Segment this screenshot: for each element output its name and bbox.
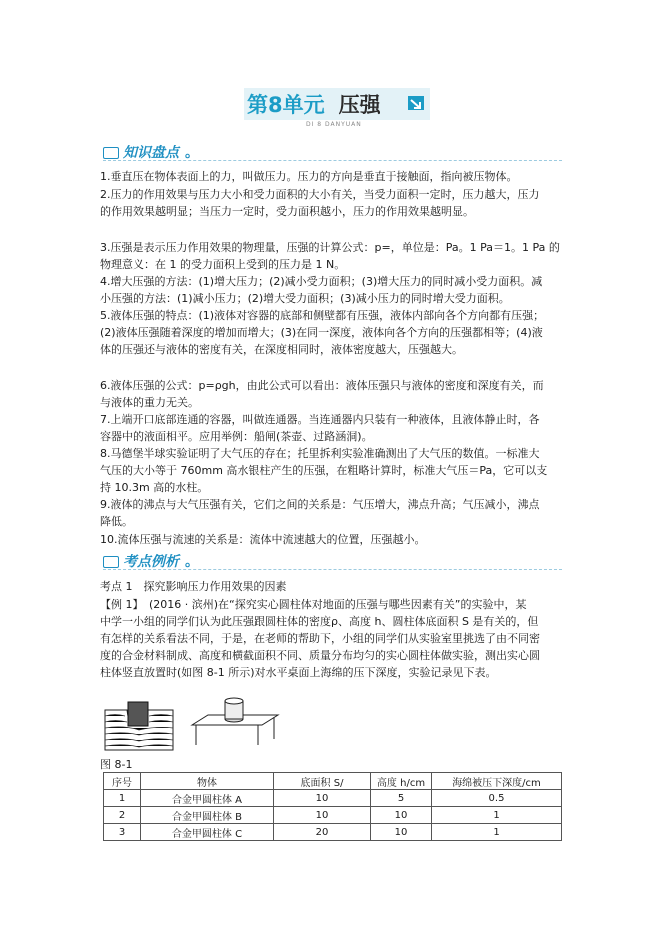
- table-header-cell: 物体: [141, 773, 274, 790]
- dot-icon: 。: [185, 554, 199, 570]
- table-header-row: [104, 773, 562, 790]
- knowledge-line: 体的压强还与液体的密度有关，在深度相同时，液体密度越大，压强越大。: [100, 343, 463, 356]
- knowledge-line: 降低。: [100, 515, 133, 528]
- dot-icon: 。: [185, 145, 199, 161]
- unit-pinyin: DI 8 DANYUAN: [306, 121, 362, 128]
- section-knowledge-heading: [103, 142, 199, 162]
- example-line: 柱体竖直放置时(如图 8-1 所示)对水平桌面上海绵的压下深度，实验记录见下表。: [100, 666, 497, 679]
- knowledge-line: 10.流体压强与流速的关系是：流体中流速越大的位置，压强越小。: [100, 533, 426, 546]
- example-line: 度的合金材料制成、高度和横截面积不同、质量分布均匀的实心圆柱体做实验，测出实心圆: [100, 649, 540, 662]
- table-cell: 合金甲圆柱体 A: [141, 790, 274, 807]
- kaodian-title: 考点 1 探究影响压力作用效果的因素: [100, 580, 287, 593]
- table-cell: 0.5: [432, 790, 562, 807]
- arrow-icon: [408, 96, 424, 110]
- knowledge-line: 与液体的重力无关。: [100, 396, 199, 409]
- data-table: [103, 772, 562, 841]
- table-cell: 10: [371, 824, 432, 841]
- table-row: [104, 790, 562, 807]
- knowledge-line: 8.马德堡半球实验证明了大气压的存在；托里拆利实验准确测出了大气压的数值。一标准大: [100, 447, 540, 460]
- knowledge-line: 2.压力的作用效果与压力大小和受力面积的大小有关，当受力面积一定时，压力越大，压力: [100, 188, 540, 201]
- section-examples-label: 考点例析: [123, 554, 179, 570]
- knowledge-line: 6.液体压强的公式：p=ρgh，由此公式可以看出：液体压强只与液体的密度和深度有关，而: [100, 379, 544, 392]
- book-icon: [103, 556, 119, 568]
- figure-caption: 图 8-1: [100, 758, 133, 771]
- section-examples-heading: [103, 551, 199, 571]
- table-header-cell: 海绵被压下深度/cm: [432, 773, 562, 790]
- knowledge-line: 容器中的液面相平。应用举例：船闸(茶壶、过路涵洞)。: [100, 430, 373, 443]
- divider: [103, 569, 562, 570]
- table-cell: 1: [432, 807, 562, 824]
- section-knowledge-label: 知识盘点: [123, 145, 179, 161]
- sponge-figure: [103, 700, 175, 752]
- knowledge-line: 1.垂直压在物体表面上的力，叫做压力。压力的方向是垂直于接触面，指向被压物体。: [100, 170, 518, 183]
- table-cell: 20: [274, 824, 371, 841]
- table-cell: 合金甲圆柱体 C: [141, 824, 274, 841]
- table-cell: 10: [274, 790, 371, 807]
- table-figure: [190, 695, 280, 747]
- table-row: [104, 824, 562, 841]
- example-line: 【例 1】 (2016 · 滨州)在“探究实心圆柱体对地面的压强与哪些因素有关”的实验中，某: [100, 598, 527, 611]
- unit-label: 第8单元: [247, 93, 325, 117]
- knowledge-line: 5.液体压强的特点：(1)液体对容器的底部和侧壁都有压强，液体内部向各个方向都有压强；: [100, 309, 545, 322]
- knowledge-line: (2)液体压强随着深度的增加而增大；(3)在同一深度，液体向各个方向的压强都相等；(4)液: [100, 326, 543, 339]
- knowledge-line: 9.液体的沸点与大气压强有关，它们之间的关系是：气压增大，沸点升高；气压减小，沸点: [100, 498, 540, 511]
- knowledge-line: 的作用效果越明显；当压力一定时，受力面积越小，压力的作用效果越明显。: [100, 205, 474, 218]
- table-cell: 10: [274, 807, 371, 824]
- knowledge-line: 4.增大压强的方法：(1)增大压力；(2)减小受力面积；(3)增大压力的同时减小受力面积。减: [100, 275, 543, 288]
- table-header-cell: 底面积 S/: [274, 773, 371, 790]
- divider: [103, 160, 562, 161]
- table-cell: 合金甲圆柱体 B: [141, 807, 274, 824]
- knowledge-line: 物理意义：在 1 的受力面积上受到的压力是 1 N。: [100, 258, 346, 271]
- knowledge-line: 7.上端开口底部连通的容器，叫做连通器。当连通器内只装有一种液体，且液体静止时，各: [100, 413, 540, 426]
- table-cell: 10: [371, 807, 432, 824]
- book-icon: [103, 147, 119, 159]
- table-header-cell: 序号: [104, 773, 141, 790]
- table-cell: 2: [104, 807, 141, 824]
- table-cell: 1: [432, 824, 562, 841]
- topic-label: 压强: [338, 93, 381, 117]
- table-cell: 3: [104, 824, 141, 841]
- example-line: 有怎样的关系看法不同，于是，在老师的帮助下，小组的同学们从实验室里挑选了由不同密: [100, 632, 540, 645]
- table-cell: 1: [104, 790, 141, 807]
- table-row: [104, 807, 562, 824]
- knowledge-line: 3.压强是表示压力作用效果的物理量，压强的计算公式：p=，单位是：Pa。1 Pa＝1。1 Pa 的: [100, 241, 560, 254]
- example-line: 中学一小组的同学们认为此压强跟圆柱体的密度ρ、高度 h、圆柱体底面积 S 是有关的，但: [100, 615, 539, 628]
- page-title: [247, 89, 381, 119]
- knowledge-line: 小压强的方法：(1)减小压力；(2)增大受力面积；(3)减小压力的同时增大受力面积。: [100, 292, 510, 305]
- knowledge-line: 气压的大小等于 760mm 高水银柱产生的压强，在粗略计算时，标准大气压＝Pa，它可以支: [100, 464, 548, 477]
- table-cell: 5: [371, 790, 432, 807]
- table-header-cell: 高度 h/cm: [371, 773, 432, 790]
- knowledge-line: 持 10.3m 高的水柱。: [100, 481, 209, 494]
